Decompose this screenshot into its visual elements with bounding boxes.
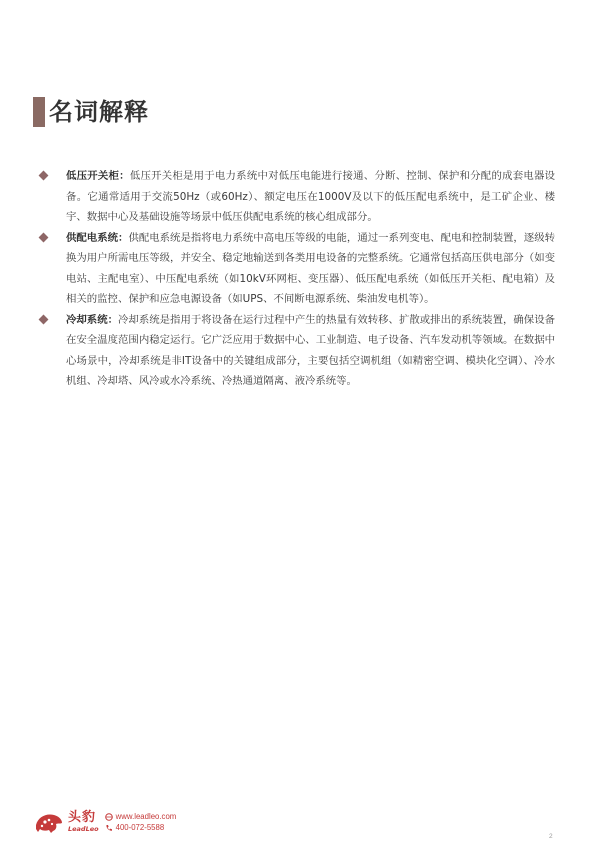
diamond-bullet-icon [39,171,49,181]
page-number: 2 [549,833,553,840]
phone-row [105,822,177,833]
footer-brand [34,809,176,835]
definition-item [40,310,555,392]
definition-item [40,166,555,228]
definition-list [40,166,555,392]
definition-body: 低压开关柜是用于电力系统中对低压电能进行接通、分断、控制、保护和分配的成套电器设备。它通常适用于交流50Hz（或60Hz）、额定电压在1000V及以下的低压配电系统中，是工矿企业、楼宇、数据中心及基础设施等场景中低压供配电系统的核心组成部分。 [66,170,556,223]
definition-term: 供配电系统： [66,231,129,244]
definition-text [66,228,555,310]
web-icon [105,813,113,821]
website-row [105,811,177,822]
logo-wordmark [68,811,99,833]
definition-term: 冷却系统： [66,313,119,326]
phone-icon [105,824,113,832]
contact-info [105,811,177,833]
definition-item [40,228,555,310]
title-accent-bar [33,97,45,127]
definition-text [66,310,555,392]
definition-term: 低压开关柜： [66,170,130,182]
definition-text [66,166,555,228]
diamond-bullet-icon [39,314,49,324]
page-title: 名词解释 [49,98,149,126]
section-header [33,96,149,128]
logo-english-name: LeadLeo [68,825,99,833]
definition-body: 供配电系统是指将电力系统中高电压等级的电能，通过一系列变电、配电和控制装置，逐级转换为用户所需电压等级，并安全、稳定地输送到各类用电设备的完整系统。它通常包括高压供电部分（如变电站、主配电室）、中压配电系统（如10kV环网柜、变压器）、低压配电系统（如低压开关柜、配电箱）及相关的监控、保护和应急电源设备（如UPS、不间断电源系统、柴油发电机等）。 [66,231,556,305]
definition-body: 冷却系统是指用于将设备在运行过程中产生的热量有效转移、扩散或排出的系统装置，确保设备在安全温度范围内稳定运行。它广泛应用于数据中心、工业制造、电子设备、汽车发动机等领域。在数据中心场景中，冷却系统是非IT设备中的关键组成部分，主要包括空调机组（如精密空调、模块化空调）、冷水机组、冷却塔、风冷或水冷系统、冷热通道隔离、液冷系统等。 [66,313,556,387]
website-link[interactable]: www.leadleo.com [115,812,177,821]
leopard-logo-icon [34,809,64,835]
logo-chinese-name: 头豹 [68,810,97,825]
phone-number: 400-072-5588 [115,823,165,832]
diamond-bullet-icon [39,232,49,242]
